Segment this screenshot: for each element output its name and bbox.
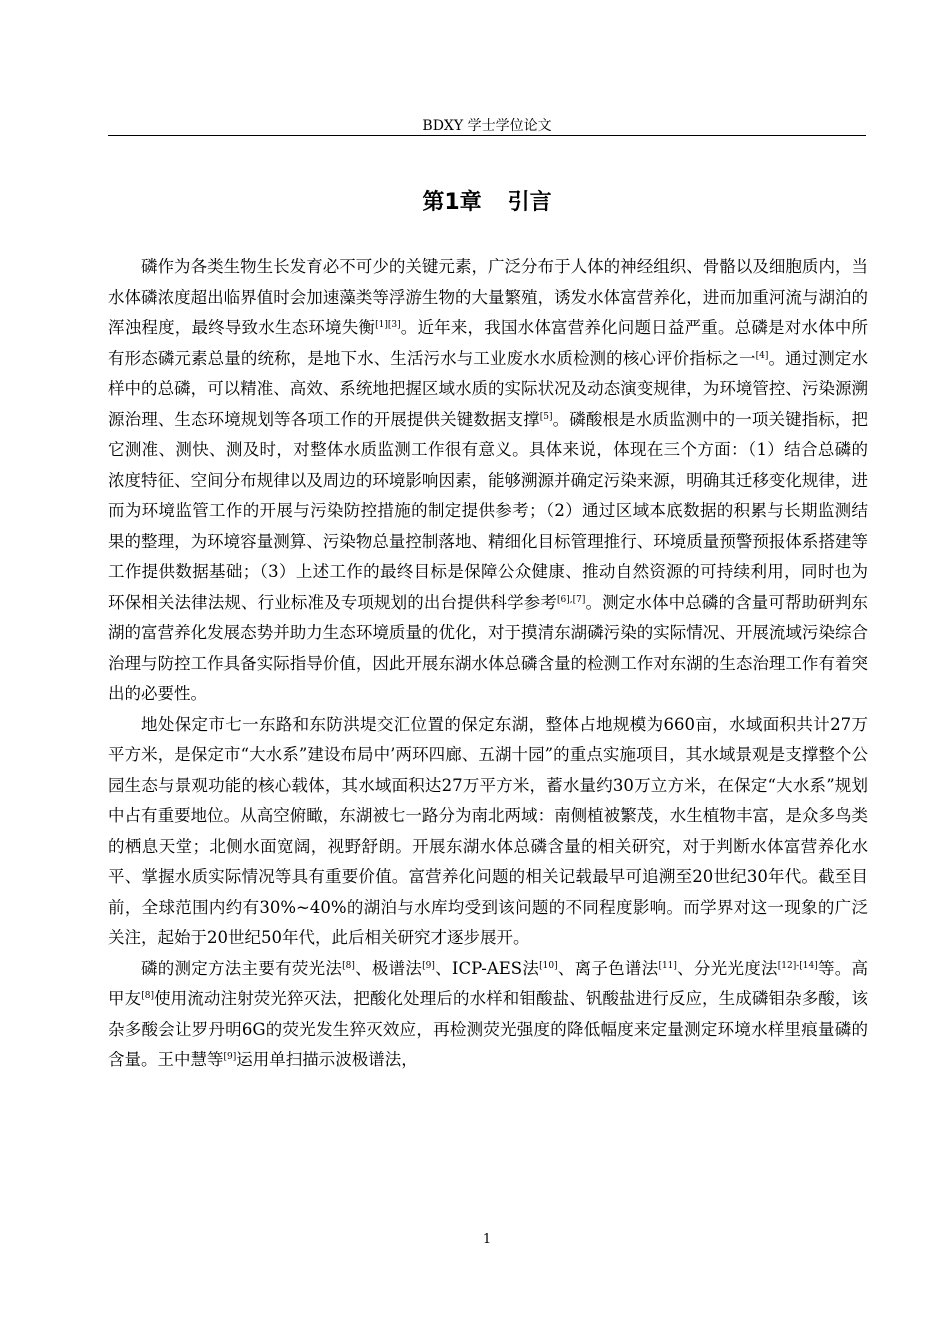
page-number: 1 (482, 1232, 492, 1247)
paragraph-text: 磷作为各类生物生长发育必不可少的关键元素，广泛分布于人体的神经组织、骨骼以及细胞质内，当水体磷浓度超出临界值时会加速藻类等浮游生物的大量繁殖，诱发水体富营养化，进而加重河流与湖泊的浑浊程度，最终导致水生态环境失衡 (108, 257, 868, 337)
paragraph-text: 磷的测定方法主要有荧光法 (141, 958, 343, 978)
citation-ref: [4] (755, 350, 769, 361)
paragraph-text: 等。高甲友 (108, 958, 869, 1008)
paragraph-text: 、ICP-AES法 (434, 958, 540, 978)
citation-ref: [8] (141, 991, 154, 1001)
citation-ref: [10] (539, 960, 558, 971)
paragraph (108, 954, 868, 1076)
paragraph-text: 、离子色谱法 (557, 958, 659, 978)
chapter-number: 第1章 (422, 190, 482, 215)
citation-ref: [11] (658, 960, 677, 971)
citation-ref: [9] (422, 960, 435, 971)
body-text (108, 252, 868, 1076)
running-header: BDXY 学士学位论文 (422, 118, 552, 134)
paragraph-text: 。测定水体中总磷的含量可帮助研判东湖的富营养化发展态势并助力生态环境质量的优化，对于摸清东湖磷污染的实际情况、开展流域污染综合治理与防控工作具备实际指导价值，因此开展东湖水体总磷含量的检测工作对东湖的生态治理工作有着突出的必要性。 (108, 592, 869, 703)
citation-ref: [8] (342, 960, 355, 971)
citation-ref: [5] (539, 411, 553, 422)
citation-ref: [6],[7] (556, 594, 586, 605)
paragraph-text: 使用流动注射荧光猝灭法，把酸化处理后的水样和钼酸盐、钒酸盐进行反应，生成磷钼杂多酸，该杂多酸会让罗丹明6G的荧光发生猝灭效应，再检测荧光强度的降低幅度来定量测定环境水样里痕量磷的含量。王中慧等 (108, 989, 869, 1069)
citation-ref: [9] (223, 1052, 237, 1062)
paragraph (108, 252, 868, 710)
paragraph-text: 。近年来，我国水体富营养化问题日益严重。总磷是对水体中所有形态磷元素总量的统称，是地下水、生活污水与工业废水水质检测的核心评价指标之一 (108, 318, 869, 368)
paragraph-text: 、极谱法 (354, 958, 423, 978)
paragraph-text: 。磷酸根是水质监测中的一项关键指标，把它测准、测快、测及时，对整体水质监测工作很有意义。具体来说，体现在三个方面：（1）结合总磷的浓度特征、空间分布规律以及周边的环境影响因素，能够溯源并确定污染来源，明确其迁移变化规律，进而为环境监管工作的开展与污染防控措施的制定提供参考；（2）通过区域本底数据的积累与长期监测结果的整理，为环境容量测算、污染物总量控制落地、精细化目标管理推行、环境质量预警预报体系搭建等工作提供数据基础；（3）上述工作的最终目标是保障公众健康、推动自然资源的可持续利用，同时也为环保相关法律法规、行业标准及专项规划的出台提供科学参考 (108, 409, 869, 612)
citation-ref: [12]-[14] (777, 960, 818, 971)
citation-ref: [1][3] (375, 320, 401, 330)
paragraph (108, 710, 868, 954)
header-rule (108, 135, 866, 136)
paragraph-text: 地处保定市七一东路和东防洪堤交汇位置的保定东湖，整体占地规模为660亩，水域面积共计27万平方米，是保定市“大水系”建设布局中’两环四廊、五湖十园”的重点实施项目，其水域景观是支撑整个公园生态与景观功能的核心载体，其水域面积达27万平方米，蓄水量约30万立方米，在保定“大水系”规划中占有重要地位。从高空俯瞰，东湖被七一路分为南北两域：南侧植被繁茂，水生植物丰富，是众多鸟类的栖息天堂；北侧水面宽阔，视野舒朗。开展东湖水体总磷含量的相关研究，对于判断水体富营养化水平、掌握水质实际情况等具有重要价值。富营养化问题的相关记载最早可追溯至20世纪30年代。截至目前，全球范围内约有30%~40%的湖泊与水库均受到该问题的不同程度影响。而学界对这一现象的广泛关注，起始于20世纪50年代，此后相关研究才逐步展开。 (108, 714, 868, 947)
paragraph-text: 、分光光度法 (676, 958, 778, 978)
paragraph-text: 运用单扫描示波极谱法， (236, 1050, 418, 1069)
chapter-name: 引言 (507, 190, 552, 215)
paragraph-text: 。通过测定水样中的总磷，可以精准、高效、系统地把握区域水质的实际状况及动态演变规律，为环境管控、污染源溯源治理、生态环境规划等各项工作的开展提供关键数据支撑 (108, 348, 869, 429)
chapter-title (108, 188, 866, 218)
